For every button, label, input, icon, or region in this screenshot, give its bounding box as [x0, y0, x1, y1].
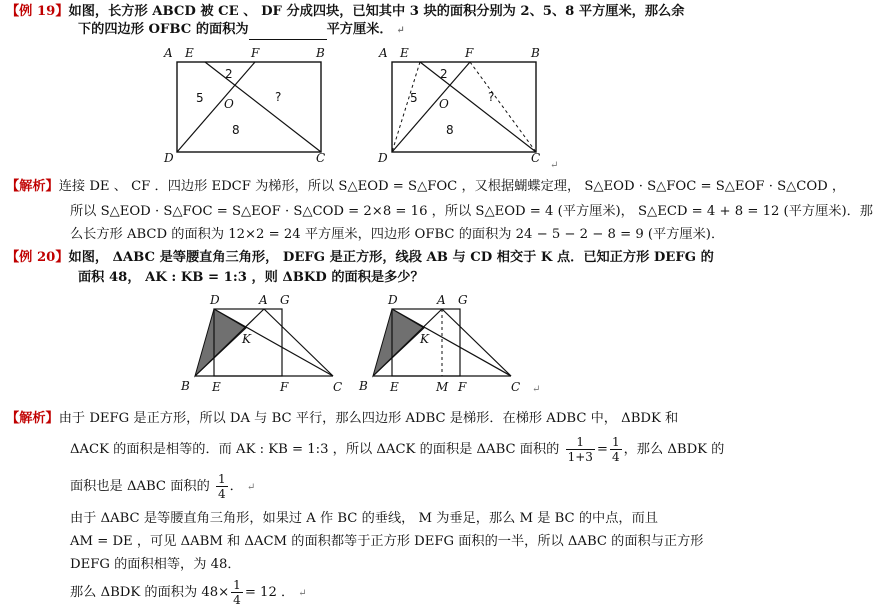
label-D-2: D	[378, 151, 388, 165]
area-8: 8	[232, 123, 240, 137]
label-K-2: K	[420, 332, 429, 346]
label-C: C	[333, 380, 343, 394]
solution-20-text-3a: 面积也是 ΔABC 面积的	[70, 479, 210, 494]
label-E-2: E	[400, 46, 409, 60]
solution-19-text-2: 所以 S△EOD · S△FOC = S△EOF · S△COD = 2×8 = 16 ，所以 S△EOD = 4 (平方厘米)， S△ECD = 4 + 8 = 12 (平方厘米)．那	[70, 204, 873, 219]
solution-20-text-7a: 那么 ΔBDK 的面积为 48×	[70, 585, 230, 600]
fraction-1-over-4-b: $\frac{1}{4}$	[217, 472, 226, 501]
label-A-2: A	[379, 46, 388, 60]
return-mark-icon: ↵	[396, 25, 405, 36]
label-A: A	[164, 46, 173, 60]
label-D: D	[210, 293, 220, 307]
label-D-2: D	[388, 293, 398, 307]
solution-20-text-2a: ΔACK 的面积是相等的．而 AK : KB = 1:3 ，所以 ΔACK 的面积是 ΔABC 面积的	[70, 442, 560, 457]
solution-19-tag: 【解析】	[6, 179, 59, 194]
solution-20-line-5	[70, 533, 703, 551]
solution-20-text-6: DEFG 的面积相等，为 48．	[70, 557, 241, 572]
fraction-1-over-4: $\frac{1}{4}$	[611, 435, 620, 464]
label-E-2: E	[390, 380, 399, 394]
return-mark-icon: ↵	[298, 588, 307, 599]
label-G: G	[280, 293, 290, 307]
example-19-tag: 【例 19】	[6, 4, 69, 19]
label-F-2: F	[465, 46, 474, 60]
label-B-2: B	[359, 379, 368, 393]
label-D: D	[164, 151, 174, 165]
area-5-2: 5	[410, 91, 418, 105]
solution-20-line-3	[70, 472, 255, 503]
label-C-2: C	[531, 151, 541, 165]
area-2-2: 2	[440, 67, 448, 81]
area-unknown: ?	[275, 90, 282, 104]
fraction-1-over-1-plus-3: $\frac{1}{1+3}$	[567, 435, 593, 464]
label-B: B	[316, 46, 325, 60]
example-20-question-1: 如图， ΔABC 是等腰直角三角形， DEFG 是正方形，线段 AB 与 CD 相交于 K 点．已知正方形 DEFG 的	[68, 250, 714, 265]
return-mark-icon: ↵	[532, 384, 541, 395]
solution-20-text-4: 由于 ΔABC 是等腰直角三角形，如果过 A 作 BC 的垂线， M 为垂足，那么 M 是 BC 的中点，而且	[70, 511, 658, 526]
solution-20-text-5: AM = DE ，可见 ΔABM 和 ΔACM 的面积都等于正方形 DEFG 面积的一半，所以 ΔABC 的面积与正方形	[70, 534, 704, 549]
return-mark-icon: ↵	[550, 160, 559, 171]
label-A: A	[259, 293, 268, 307]
example-19-question-2b: 平方厘米．	[326, 22, 393, 37]
label-G-2: G	[458, 293, 468, 307]
label-A-2: A	[437, 293, 446, 307]
solution-20-text-1: 由于 DEFG 是正方形，所以 DA 与 BC 平行，那么四边形 ADBC 是梯形．在梯形 ADBC 中， ΔBDK 和	[58, 411, 679, 426]
label-E: E	[212, 380, 221, 394]
area-unknown-2: ?	[488, 90, 495, 104]
solution-20-line-4	[70, 510, 658, 528]
label-K: K	[242, 332, 251, 346]
fraction-1-over-4-c: $\frac{1}{4}$	[233, 578, 241, 607]
label-E: E	[185, 46, 194, 60]
solution-20-line-2: ΔACK 的面积是相等的．而 AK : KB = 1:3 ，所以 ΔACK 的面积是 ΔABC 面积的 $\frac{1}{1+3}$ = $\frac{1}{4}$ ，那么 ΔBDK 的	[70, 435, 725, 464]
label-O: O	[224, 97, 234, 111]
area-8-2: 8	[446, 123, 454, 137]
label-O-2: O	[439, 97, 449, 111]
area-5: 5	[196, 91, 204, 105]
label-F: F	[251, 46, 260, 60]
area-2: 2	[225, 67, 233, 81]
label-F-2: F	[458, 380, 467, 394]
return-mark-icon: ↵	[246, 482, 256, 493]
solution-19-text-1: 连接 DE 、 CF ．四边形 EDCF 为梯形，所以 S△EOD = S△FOC ，又根据蝴蝶定理， S△EOD · S△FOC = S△EOF · S△COD ，	[58, 179, 846, 194]
label-C: C	[316, 151, 326, 165]
solution-20-line-6	[70, 556, 241, 574]
solution-20-tag: 【解析】	[6, 411, 59, 426]
solution-20-text-3b: ．	[229, 479, 243, 494]
solution-19-text-3: 么长方形 ABCD 的面积为 12×2 = 24 平方厘米，四边形 OFBC 的面积为 24 − 5 − 2 − 8 = 9 (平方厘米)．	[70, 227, 725, 242]
solution-20-text-2b: ，那么 ΔBDK 的	[623, 442, 725, 457]
solution-20-line-1	[6, 410, 678, 428]
solution-20-text-7b: = 12 ．	[244, 585, 295, 600]
example-20-tag: 【例 20】	[6, 250, 69, 265]
example-19-question-1: 如图，长方形 ABCD 被 CE 、 DF 分成四块，已知其中 3 块的面积分别为 2、5、8 平方厘米，那么余	[68, 4, 685, 19]
solution-20-line-7	[70, 578, 307, 609]
example-20-question-2: 面积 48， AK : KB = 1:3 ，则 ΔBKD 的面积是多少？	[78, 270, 424, 285]
label-F: F	[280, 380, 289, 394]
label-C-2: C	[511, 380, 521, 394]
example-19-question-2a: 下的四边形 OFBC 的面积为	[78, 22, 249, 37]
label-B-2: B	[531, 46, 540, 60]
label-M: M	[436, 380, 449, 394]
label-B: B	[181, 379, 190, 393]
